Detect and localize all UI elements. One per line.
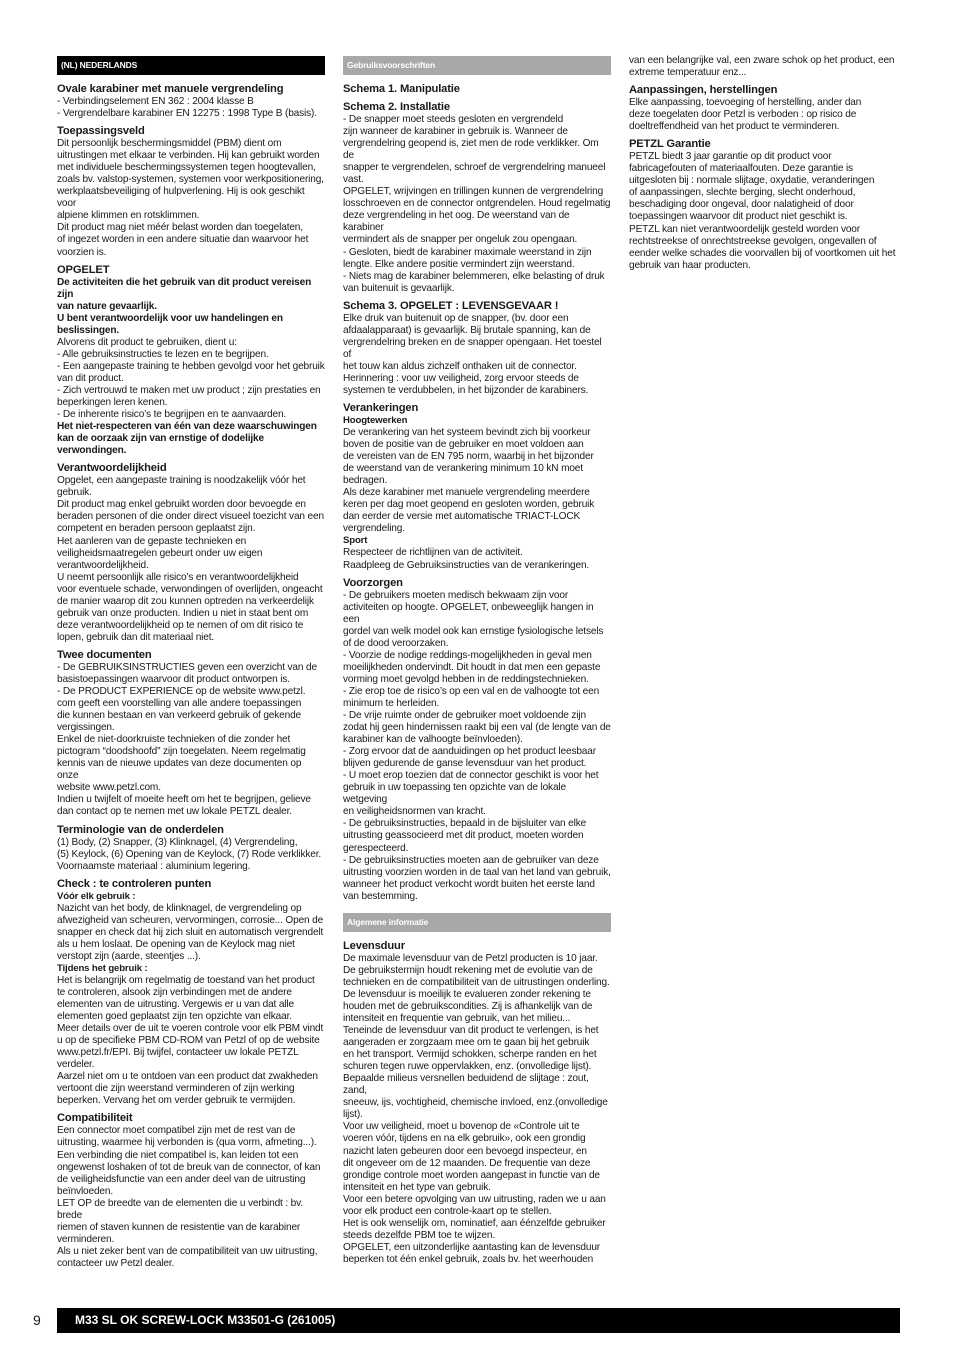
section-text-terminologie: (1) Body, (2) Snapper, (3) Klinknagel, (4) Vergrendeling, (5) Keylock, (6) Opening van de Keylock, (7) Rode verklikker. Voornaamste materiaal : aluminium legering. [57,836,322,872]
section-text-hoogtewerken: De verankering van het systeem bevindt zich bij voorkeur boven de positie van de gebruiker en moet voldoen aan de vereisten van de EN 795 norm, waarbij in het bijzonder de weerstand van de verankering minimum 10 kN moet bedragen. Als deze karabiner met manuele vergrendeling meerdere keren per dag moet geopend en gesloten worden, gebruik dan eerder de versie met automatische TRIACT-LOCK vergrendeling. [343,427,595,535]
section-text-toepassingsveld: Dit persoonlijk beschermingsmiddel (PBM) dient om uitrustingen met elkaar te verbinden. Hij kan gebruikt worden met individuele beschermingssystemen tegen hoogtevallen, zoals bv. valstop-systemen, systemen voor werkpositionering, werkplaatsbeveiliging of hulpverlening. Hij is ook geschikt voor alpiene klimmen en rotsklimmen. Dit product mag niet méér belast worden dan toegelaten, of ingezet worden in een andere situatie dan waarvoor het voorzien is. [57,138,324,258]
subheading-sport: Sport [343,535,368,547]
language-bar: (NL) NEDERLANDS [57,56,325,75]
section-heading-compatibiliteit: Compatibiliteit [57,1112,133,1125]
section-text-tijdens-gebruik: Het is belangrijk om regelmatig de toestand van het product te controleren, alsook zijn verbindingen met de andere elementen van de uitrusting. Vergewis er u van dat alle elementen goed geplaatst zijn ten opzichte van elkaar. Meer details over de uit te voeren controle voor elk PBM vindt u op de specifieke PBM CD-ROM van Petzl of op de website www.petzl.fr/EPI. Bij twijfel, contacteer uw lokale PETZL verdeler. Aarzel niet om u te ontdoen van een product dat zwakheden vertoont die zijn weerstand verminderen of zijn werking beperken. Vervang het om verder gebruik te vermijden. [57,974,324,1107]
document-reference: M33 SL OK SCREW-LOCK M33501-G (261005) [75,1313,336,1327]
section-text-sport: Respecteer de richtlijnen van de activiteit. Raadpleeg de Gebruiksinstructies van de verankeringen. [343,547,590,571]
warning-bold-text: De activiteiten die het gebruik van dit product vereisen zijn van nature gevaarlijk. U bent verantwoordelijk voor uw handelingen en beslissingen. [57,276,312,336]
section-text-voorzorgen: - De gebruikers moeten medisch bekwaam zijn voor activiteiten op hoogte. OPGELET, onbeweeglijk hangen in een gordel van welk model ook kan ernstige fysiologische letsels of de dood veroorzaken. - Voorzie de nodige reddings-mogelijkheden in geval men moeilijkheden ondervindt. Dit houdt in dat men een gepaste vorming moet gevolgd hebben in de reddingstechnieken. - Zie erop toe de risico’s op een val en de valhoogte tot een minimum te herleiden. - De vrije ruimte onder de gebruiker moet voldoende zijn zodat hij geen hindernissen raakt bij een val (de lengte van de karabiner kan de valhoogte beïnvloeden). - Zorg ervoor dat de aanduidingen op het product leesbaar blijven gedurende de ganse levensduur van het product. - U moet erop toezien dat de connector geschikt is voor het gebruik in uw toepassing ten opzichte van de lokale wetgeving en veiligheidsnormen van kracht. - De gebruiksinstructies, bepaald in de bijsluiter van elke uitrusting geassocieerd met dit product, moeten worden gerespecteerd. - De gebruiksinstructies moeten aan de gebruiker van deze uitrusting voorzien worden in de taal van het land van gebruik, wanneer het product verkocht wordt buiten het eerste land van bestemming. [343,589,611,902]
section-text-schema-2: - De snapper moet steeds gesloten en vergrendeld zijn wanneer de karabiner in gebruik is. Wanneer de vergrendelring geopend is, ziet men de rode verklikker. Om de snapper te vergrendelen, schroef de vergrendelring manueel vast. OPGELET, wrijvingen en trillingen kunnen de vergrendelring losschroeven en de connector ontgrendelen. Houd regelmatig deze vergrendeling in het oog. De weerstand van de karabiner vermindert als de snapper per ongeluk zou opengaan. - Gesloten, biedt de karabiner maximale weerstand in zijn lengte. Elke andere positie vermindert zijn weerstand. - Niets mag de karabiner belemmeren, elke belasting of druk van buitenuit is gevaarlijk. [343,114,611,294]
section-bar-algemene-informatie: Algemene informatie [343,913,611,932]
section-text-levensduur-continued: van een belangrijke val, een zware schok op het product, een extreme temperatuur enz... [629,55,895,79]
section-heading-verankeringen: Verankeringen [343,402,419,415]
section-heading-terminologie: Terminologie van de onderdelen [57,823,224,836]
section-heading-toepassingsveld: Toepassingsveld [57,125,145,138]
section-text-garantie: PETZL biedt 3 jaar garantie op dit product voor fabricagefouten of materiaalfouten. Deze garantie is uitgesloten bij : normale slijtage, oxydatie, veranderingen of aanpassingen, slechte berging, slecht onderhoud, beschadiging door ongeval, door nalatigheid of door toepassingen waarvoor dit product niet geschikt is. PETZL kan niet verantwoordelijk gesteld worden voor rechtstreekse of onrechtstreekse gevolgen, ongevallen of eender welke schades die voorvallen bij of voortkomen uit het gebruik van haar producten. [629,151,896,271]
subheading-hoogtewerken: Hoogtewerken [343,415,408,427]
section-heading-verantwoordelijkheid: Verantwoordelijkheid [57,462,167,475]
footer-bar [57,1308,900,1333]
section-heading-schema-3: Schema 3. OPGELET : LEVENSGEVAAR ! [343,299,559,312]
subheading-voor-elk-gebruik: Vóór elk gebruik : [57,890,136,902]
column-2 [343,56,611,1266]
warning-bold-text-2: Het niet-respecteren van één van deze waarschuwingen kan de oorzaak zijn van ernstige of dodelijke verwondingen. [57,421,317,457]
section-text-schema-3: Elke druk van buitenuit op de snapper, (bv. door een afdaalapparaat) is gevaarlijk. Bij brutale spanning, kan de vergrendelring breken en de snapper opengaan. Het toestel of het touw kan aldus zichzelf onthaken uit de connector. Herinnering : voor uw veiligheid, zorg ervoor steeds de systemen te verdubbelen, in het bijzonder de karabiners. [343,312,602,396]
section-heading-garantie: PETZL Garantie [629,138,711,151]
section-text-levensduur: De maximale levensduur van de Petzl producten is 10 jaar. De gebruikstermijn houdt rekening met de evolutie van de technieken en de compatibiliteit van de uitrustingen onderling. De levensduur is moeilijk te evalueren zonder rekening te houden met de gebruikscondities. Zij is afhankelijk van de intensiteit en frequentie van gebruik, van het milieu... Teneinde de levensduur van dit product te verlengen, is het aangeraden er zorgzaam mee om te gaan bij het gebruik en het transport. Vermijd schokken, scherpe randen en het schuren tegen ruwe oppervlakken, enz. (onvolledige lijst). Bepaalde milieus versnellen beduidend de slijtage : zout, zand, sneeuw, ijs, vochtigheid, chemische invloed, enz.(onvolledige lijst). Voor uw veiligheid, moet u bovenop de «Controle uit te voeren vóór, tijdens en na elk gebruik», ook een grondig nazicht laten gebeuren door een bevoegd inspecteur, en dit ongeveer om de 12 maanden. De frequentie van deze grondige controle moet worden aangepast in functie van de intensiteit en het type van gebruik. Voor een betere opvolging van uw uitrusting, raden we u aan voor elk product een controle-kaart op te stellen. Het is ook wenselijk om, nominatief, aan éénzelfde gebruiker steeds dezelfde PBM toe te wijzen. OPGELET, een uitzonderlijke aantasting kan de levensduur beperken tot één enkel gebruik, zoals bv. het weerhouden [343,952,610,1265]
product-standards: - Verbindingselement EN 362 : 2004 klasse B - Vergrendelbare karabiner EN 12275 : 1998 Type B (basis). [57,96,317,120]
section-text-compatibiliteit: Een connector moet compatibel zijn met de rest van de uitrusting, waarmee hij verbonden is (qua vorm, afmeting...). Een verbinding die niet compatibel is, kan leiden tot een ongewenst loshaken of tot de breuk van de connector, of kan de veiligheidsfunctie van een ander deel van de uitrusting beïnvloeden. LET OP de breedte van de elementen die u verbindt : bv. brede riemen of staven kunnen de resistentie van de karabiner verminderen. Als u niet zeker bent van de compatibiliteit van uw uitrusting, contacteer uw Petzl dealer. [57,1125,321,1269]
section-heading-schema-1: Schema 1. Manipulatie [343,83,460,95]
section-text-opgelet: Alvorens dit product te gebruiken, dient u: - Alle gebruiksinstructies te lezen en te begrijpen. - Een aangepaste training te hebben gevolgd voor het gebruik van dit product. - Zich vertrouwd te maken met uw product ; zijn prestaties en beperkingen leren kenen. - De inherente risico’s te begrijpen en te aanvaarden. [57,336,325,421]
section-bar-gebruiksvoorschriften: Gebruiksvoorschriften [343,56,611,75]
column-3 [629,55,897,272]
section-heading-aanpassingen: Aanpassingen, herstellingen [629,84,778,97]
section-heading-opgelet: OPGELET [57,263,110,276]
section-text-voor-elk-gebruik: Nazicht van het body, de klinknagel, de vergrendeling op afwezigheid van scheuren, vervormingen, corrosie... Open de snapper en check dat hij zich sluit en automatisch vergrendelt als u hem loslaat. De opening van de Keylock mag niet verstopt zijn (aarde, steentjes ...). [57,902,324,962]
section-text-verantwoordelijkheid: Opgelet, een aangepaste training is noodzakelijk vóór het gebruik. Dit product mag enkel gebruikt worden door bevoegde en beraden personen of die onder direct visueel toezicht van een competent en beraden persoon geplaatst zijn. Het aanleren van de gepaste technieken en veiligheidsmaatregelen gebeurt onder uw eigen verantwoordelijkheid. U neemt persoonlijk alle risico’s en verantwoordelijkheid voor eventuele schade, verwondingen of overlijden, ongeacht de manier waarop dit zou kunnen optreden na verkeerdelijk gebruik van onze producten. Indien u niet in staat bent om deze verantwoordelijkheid op te nemen of om dit risico te lopen, gebruik dan dit materiaal niet. [57,475,324,643]
section-heading-voorzorgen: Voorzorgen [343,576,403,589]
section-heading-check: Check : te controleren punten [57,877,212,890]
subheading-tijdens-gebruik: Tijdens het gebruik : [57,962,148,974]
section-heading-schema-2: Schema 2. Installatie [343,101,450,113]
page-number: 9 [33,1312,41,1328]
section-heading-levensduur: Levensduur [343,939,405,952]
section-text-aanpassingen: Elke aanpassing, toevoeging of herstelling, ander dan deze toegelaten door Petzl is verboden : op risico de doeltreffendheid van het product te verminderen. [629,97,862,133]
product-title: Ovale karabiner met manuele vergrendeling [57,83,284,95]
section-heading-twee-documenten: Twee documenten [57,648,152,661]
column-1 [57,56,325,1270]
section-text-twee-documenten: - De GEBRUIKSINSTRUCTIES geven een overzicht van de basistoepassingen waarvoor dit product ontworpen is. - De PRODUCT EXPERIENCE op de website www.petzl. com geeft een voorstelling van alle andere toepassingen die kunnen bestaan en van verkeerd gebruik of gekende vergissingen. Enkel de niet-doorkruiste technieken of die zonder het pictogram “doodshoofd” zijn toegelaten. Neem regelmatig kennis van de nieuwe updates van deze documenten op onze website www.petzl.com. Indien u twijfelt of moeite heeft om het te begrijpen, gelieve dan contact op te nemen met uw lokale PETZL dealer. [57,661,317,818]
